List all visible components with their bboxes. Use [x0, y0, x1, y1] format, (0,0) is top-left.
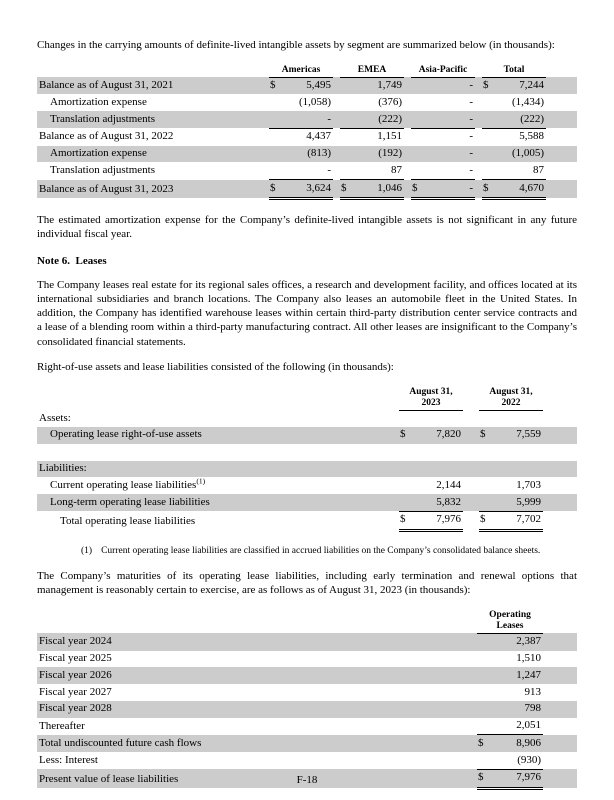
- row-label: Balance as of August 31, 2021: [39, 79, 174, 92]
- cell-dollar: [482, 128, 496, 145]
- table-row: [37, 701, 577, 718]
- cell-dollar: [340, 111, 354, 128]
- spacer-cell: [475, 180, 482, 199]
- spacer-cell: [543, 477, 577, 494]
- cell-value: (1,434): [511, 95, 545, 108]
- spacer-cell: [546, 111, 577, 128]
- cell-value: 4,670: [496, 180, 546, 199]
- cell-value: 7,702: [493, 511, 543, 530]
- cell-value: 913: [524, 685, 542, 698]
- row-label: Fiscal year 2026: [39, 668, 112, 681]
- note-6-heading: Note 6. Leases: [37, 254, 107, 267]
- cell-dollar: [399, 494, 413, 511]
- spacer-cell: [463, 444, 479, 461]
- cell-value: [493, 444, 543, 461]
- row-label: Translation adjustments: [50, 113, 156, 126]
- lease-maturities-table: [37, 609, 577, 790]
- cell-value: 4,437: [283, 128, 333, 145]
- rou-lease-liabilities-table: [37, 385, 577, 531]
- cell-dollar: [340, 77, 354, 94]
- row-label: [37, 444, 399, 461]
- spacer-cell: [543, 752, 577, 769]
- cell-value: (813): [307, 147, 332, 160]
- spacer-cell: [404, 94, 411, 111]
- cell-value: (222): [378, 112, 403, 125]
- table-row: [37, 651, 577, 668]
- spacer-cell: [543, 701, 577, 718]
- row-label: Fiscal year 2024: [39, 635, 112, 648]
- cell-value: [413, 461, 463, 478]
- spacer-cell: [475, 63, 482, 77]
- table-row: [37, 94, 577, 111]
- table-header-row: [37, 609, 577, 634]
- cell-dollar: $: [480, 428, 486, 441]
- cell-value: 1,046: [354, 180, 404, 199]
- cell-dollar: [479, 444, 493, 461]
- cell-dollar: [399, 461, 413, 478]
- intangibles-table: [37, 63, 577, 200]
- cell-value: -: [469, 79, 474, 92]
- cell-dollar: [411, 77, 425, 94]
- row-label: Assets:: [39, 411, 71, 424]
- cell-dollar: [482, 146, 496, 163]
- cell-dollar: $: [477, 735, 491, 752]
- column-header-aug-31-2022: August 31, 2022: [479, 385, 543, 410]
- row-label: Current operating lease liabilities$^{(1)}$: [50, 477, 206, 491]
- cell-dollar: $: [340, 180, 354, 199]
- row-label: Fiscal year 2028: [39, 702, 112, 715]
- maturities-intro-paragraph: The Company’s maturities of its operating lease liabilities, including early termination and renewal options that management is reasonably certain to exercise, are as follows as of August 31, 2023 (in thousands):: [37, 570, 577, 597]
- row-label: Total undiscounted future cash flows: [39, 736, 202, 749]
- footnote-marker: (1): [81, 545, 93, 556]
- spacer-cell: [543, 684, 577, 701]
- spacer-cell: [543, 385, 577, 410]
- spacer-cell: [333, 63, 340, 77]
- cell-value: (222): [520, 112, 545, 125]
- cell-dollar: [340, 128, 354, 145]
- cell-dollar: [477, 651, 491, 668]
- cell-value: 5,999: [516, 495, 542, 508]
- table-row: [37, 410, 577, 427]
- spacer-cell: [546, 180, 577, 199]
- cell-dollar: [482, 94, 496, 111]
- cell-value: 7,820: [436, 428, 462, 441]
- column-header-total: Total: [482, 63, 546, 77]
- spacer-cell: [475, 162, 482, 179]
- cell-value: -: [327, 163, 332, 176]
- column-header-emea: EMEA: [340, 63, 404, 77]
- row-label: Long-term operating lease liabilities: [50, 496, 210, 509]
- table-row: [37, 180, 577, 199]
- cell-dollar: $: [269, 180, 283, 199]
- cell-dollar: $: [483, 79, 489, 92]
- cell-dollar: [477, 752, 491, 769]
- cell-dollar: $: [411, 180, 425, 199]
- cell-dollar: [411, 146, 425, 163]
- spacer-cell: [546, 77, 577, 94]
- cell-value: 2,051: [516, 719, 542, 732]
- table-row: [37, 735, 577, 752]
- table-row: [37, 162, 577, 179]
- cell-value: 798: [524, 702, 542, 715]
- cell-dollar: $: [479, 511, 493, 530]
- spacer-cell: [37, 385, 399, 410]
- intro-paragraph: Changes in the carrying amounts of definite-lived intangible assets by segment are summarized below (in thousands):: [37, 39, 555, 51]
- spacer-cell: [543, 511, 577, 530]
- spacer-cell: [333, 146, 340, 163]
- cell-value: -: [327, 112, 332, 125]
- cell-value: [413, 444, 463, 461]
- spacer-cell: [404, 128, 411, 145]
- cell-value: (1,005): [511, 147, 545, 160]
- table-row: [37, 511, 577, 530]
- page-number: F-18: [296, 774, 318, 786]
- cell-dollar: [482, 162, 496, 179]
- cell-dollar: [477, 701, 491, 718]
- spacer-cell: [546, 128, 577, 145]
- table-row: [37, 111, 577, 128]
- spacer-cell: [333, 128, 340, 145]
- cell-dollar: [477, 633, 491, 650]
- table-row: [37, 146, 577, 163]
- spacer-cell: [37, 63, 269, 77]
- footnote-text: Current operating lease liabilities are classified in accrued liabilities on the Company’s consolidated balance sheets.: [101, 545, 541, 556]
- row-label: Fiscal year 2025: [39, 652, 112, 665]
- spacer-cell: [546, 162, 577, 179]
- spacer-cell: [475, 128, 482, 145]
- cell-dollar: [269, 94, 283, 111]
- row-label: Amortization expense: [50, 147, 147, 160]
- cell-dollar: [399, 477, 413, 494]
- row-label: Thereafter: [39, 719, 85, 732]
- table-header-row: [37, 63, 577, 77]
- table-header-row: [37, 385, 577, 410]
- cell-value: 1,510: [516, 652, 542, 665]
- cell-dollar: $: [477, 769, 491, 788]
- cell-dollar: [399, 410, 413, 427]
- cell-value: (930): [517, 753, 542, 766]
- cell-value: (376): [378, 95, 403, 108]
- cell-value: [413, 410, 463, 427]
- row-label: Operating lease right-of-use assets: [50, 428, 202, 441]
- rou-intro-paragraph: Right-of-use assets and lease liabilities consisted of the following (in thousands):: [37, 361, 394, 374]
- spacer-cell: [37, 609, 477, 634]
- cell-value: 5,588: [496, 128, 546, 145]
- row-label: Fiscal year 2027: [39, 685, 112, 698]
- cell-value: 5,495: [306, 79, 332, 92]
- cell-value: -: [469, 147, 474, 160]
- cell-dollar: $: [399, 511, 413, 530]
- spacer-cell: [543, 633, 577, 650]
- cell-dollar: [479, 477, 493, 494]
- cell-dollar: [340, 146, 354, 163]
- spacer-cell: [543, 410, 577, 427]
- cell-dollar: [477, 718, 491, 735]
- amortization-note: The estimated amortization expense for the Company’s definite-lived intangible assets is not significant in any future individual fiscal year.: [37, 213, 577, 241]
- cell-value: 2,144: [436, 478, 462, 491]
- cell-dollar: [477, 684, 491, 701]
- spacer-cell: [543, 667, 577, 684]
- cell-value: 87: [391, 163, 403, 176]
- cell-dollar: [479, 461, 493, 478]
- spacer-cell: [543, 427, 577, 444]
- spacer-cell: [463, 477, 479, 494]
- cell-value: 8,906: [491, 735, 543, 752]
- cell-value: [493, 410, 543, 427]
- spacer-cell: [404, 146, 411, 163]
- cell-value: -: [469, 95, 474, 108]
- table-row: [37, 461, 577, 478]
- spacer-cell: [463, 410, 479, 427]
- cell-dollar: $: [270, 79, 276, 92]
- cell-value: (1,058): [298, 95, 332, 108]
- column-header-operating-leases: Operating Leases: [477, 609, 543, 634]
- cell-dollar: [269, 162, 283, 179]
- table-row: [37, 444, 577, 461]
- row-label: Present value of lease liabilities: [39, 772, 179, 785]
- cell-dollar: [479, 494, 493, 511]
- row-label: Balance as of August 31, 2023: [39, 183, 174, 196]
- spacer-cell: [463, 385, 479, 410]
- spacer-cell: [546, 63, 577, 77]
- cell-value: 5,832: [436, 495, 462, 508]
- spacer-cell: [463, 461, 479, 478]
- column-header-aug-31-2023: August 31, 2023: [399, 385, 463, 410]
- spacer-cell: [404, 77, 411, 94]
- table-row: [37, 128, 577, 145]
- cell-value: 1,749: [377, 79, 403, 92]
- table-row: [37, 477, 577, 494]
- cell-value: -: [469, 112, 474, 125]
- table-row: [37, 494, 577, 511]
- spacer-cell: [404, 63, 411, 77]
- footnote: [81, 545, 577, 557]
- spacer-cell: [543, 494, 577, 511]
- spacer-cell: [543, 444, 577, 461]
- row-label: Translation adjustments: [50, 164, 156, 177]
- row-label: Total operating lease liabilities: [60, 514, 196, 527]
- cell-value: 1,247: [516, 668, 542, 681]
- cell-dollar: $: [400, 428, 406, 441]
- cell-value: 7,976: [413, 511, 463, 530]
- spacer-cell: [463, 427, 479, 444]
- cell-dollar: [411, 162, 425, 179]
- row-label: Amortization expense: [50, 95, 147, 108]
- column-header-americas: Americas: [269, 63, 333, 77]
- spacer-cell: [475, 94, 482, 111]
- leases-overview-paragraph: The Company leases real estate for its regional sales offices, a research and development facility, and offices located at its international subsidiaries and branch locations. The Company also leases an automobile fleet in the United States. In addition, the Company has identified warehouse leases within certain third-party distribution center service contracts and a lease of a blending room within a third-party manufacturing contract. All other leases are insignificant to the Company’s consolidated financial statements.: [37, 278, 577, 348]
- spacer-cell: [333, 180, 340, 199]
- spacer-cell: [543, 735, 577, 752]
- cell-dollar: [269, 111, 283, 128]
- cell-value: (192): [378, 147, 403, 160]
- cell-value: -: [425, 180, 475, 199]
- cell-value: 87: [533, 163, 545, 176]
- spacer-cell: [333, 111, 340, 128]
- spacer-cell: [475, 146, 482, 163]
- spacer-cell: [463, 494, 479, 511]
- spacer-cell: [546, 146, 577, 163]
- table-row: [37, 718, 577, 735]
- cell-value: 1,703: [516, 478, 542, 491]
- table-row: [37, 684, 577, 701]
- cell-dollar: [340, 162, 354, 179]
- cell-value: [493, 461, 543, 478]
- cell-value: 2,387: [516, 635, 542, 648]
- cell-value: 1,151: [354, 128, 404, 145]
- cell-dollar: [340, 94, 354, 111]
- cell-value: -: [469, 163, 474, 176]
- spacer-cell: [475, 77, 482, 94]
- cell-dollar: [411, 128, 425, 145]
- spacer-cell: [543, 718, 577, 735]
- table-row: [37, 427, 577, 444]
- cell-dollar: [479, 410, 493, 427]
- cell-dollar: [411, 94, 425, 111]
- row-label: Liabilities:: [39, 462, 87, 475]
- spacer-cell: [463, 511, 479, 530]
- cell-value: -: [425, 128, 475, 145]
- cell-value: 7,976: [491, 769, 543, 788]
- table-row: [37, 752, 577, 769]
- spacer-cell: [404, 111, 411, 128]
- cell-dollar: [269, 128, 283, 145]
- cell-value: 7,559: [516, 428, 542, 441]
- row-label: Balance as of August 31, 2022: [39, 130, 174, 143]
- table-row: [37, 667, 577, 684]
- footnote-reference: (1): [196, 477, 206, 486]
- spacer-cell: [543, 609, 577, 634]
- table-row: [37, 77, 577, 94]
- cell-dollar: [482, 111, 496, 128]
- cell-dollar: [477, 667, 491, 684]
- cell-dollar: [269, 146, 283, 163]
- spacer-cell: [333, 162, 340, 179]
- spacer-cell: [546, 94, 577, 111]
- column-header-asia-pacific: Asia-Pacific: [411, 63, 475, 77]
- spacer-cell: [543, 461, 577, 478]
- spacer-cell: [333, 94, 340, 111]
- spacer-cell: [475, 111, 482, 128]
- cell-dollar: [411, 111, 425, 128]
- spacer-cell: [333, 77, 340, 94]
- spacer-cell: [404, 162, 411, 179]
- cell-value: 3,624: [283, 180, 333, 199]
- table-row: [37, 633, 577, 650]
- cell-dollar: [399, 444, 413, 461]
- row-label: Less: Interest: [39, 754, 98, 767]
- spacer-cell: [543, 651, 577, 668]
- cell-value: 7,244: [519, 79, 545, 92]
- cell-dollar: $: [482, 180, 496, 199]
- spacer-cell: [404, 180, 411, 199]
